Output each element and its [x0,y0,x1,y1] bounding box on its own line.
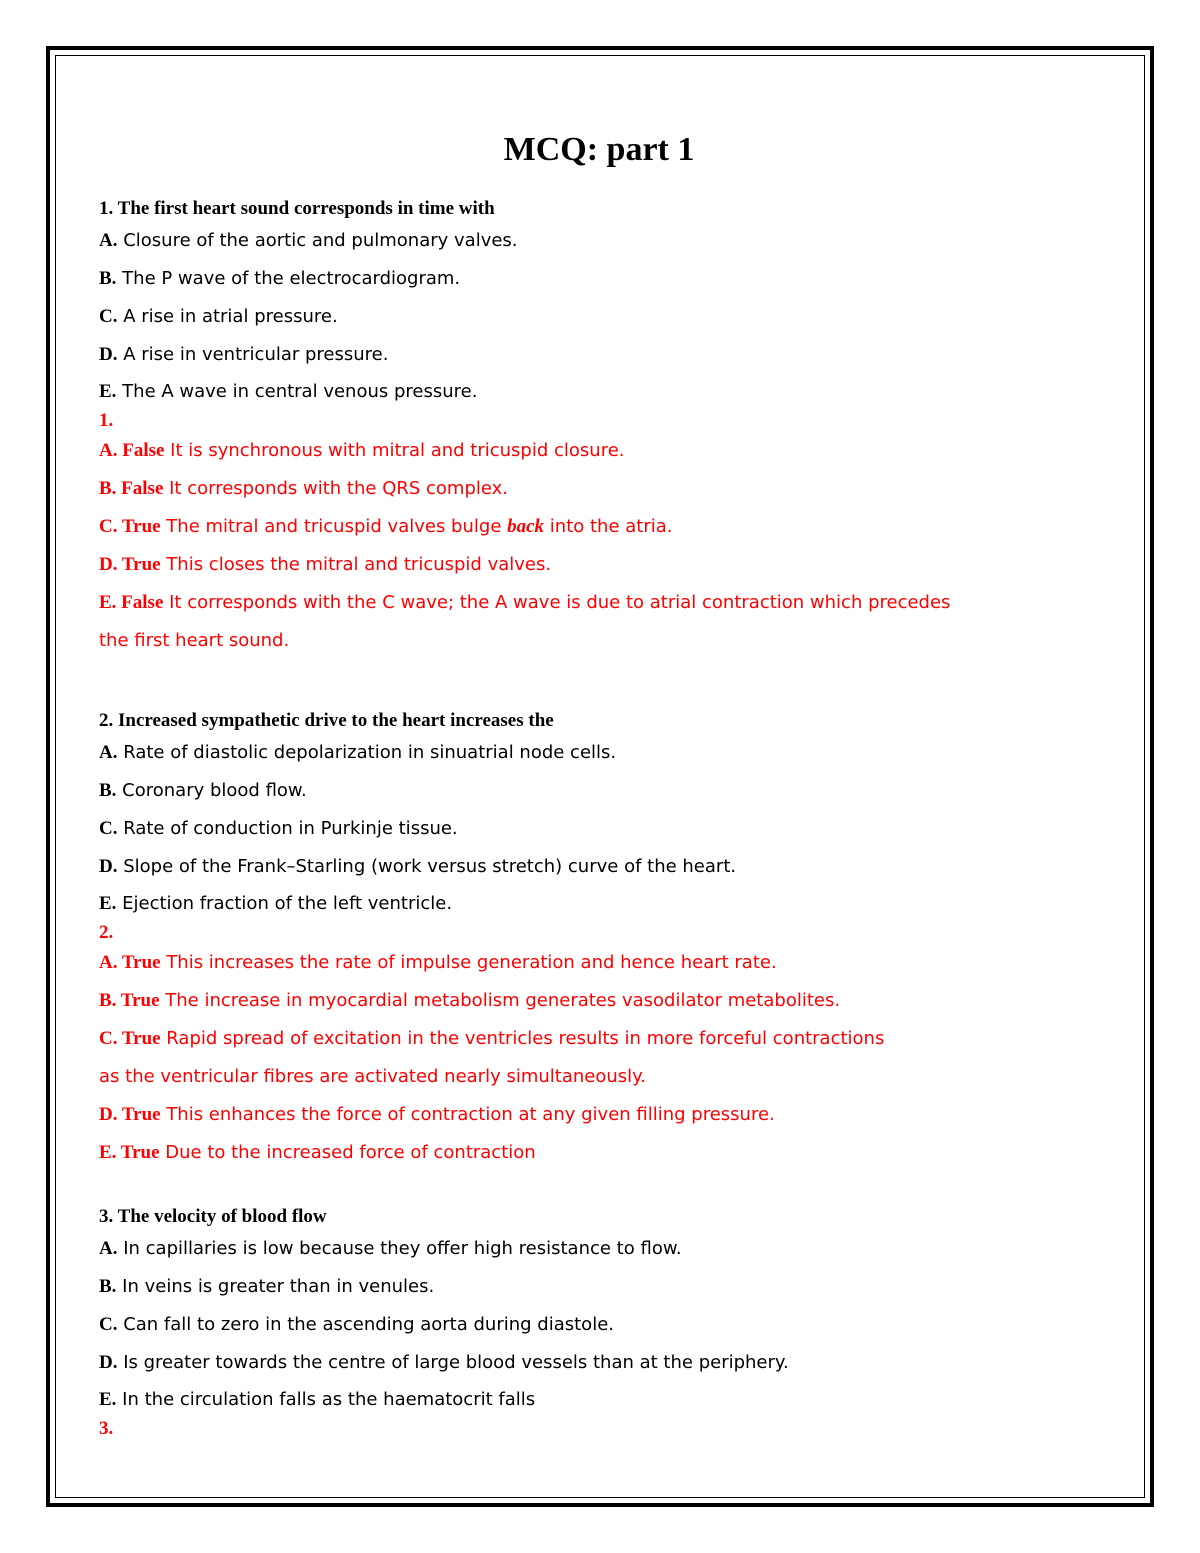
answer-verdict: A. False [99,440,165,461]
option-text: In the circulation falls as the haematocrit falls [116,1389,536,1410]
option-d [99,336,1099,374]
option-a [99,734,1099,772]
answer-a [99,432,1099,470]
option-d [99,1344,1099,1382]
answer-e-continued: the first heart sound. [99,630,290,651]
question-text: 3. The velocity of blood flow [99,1206,327,1227]
answer-text: Due to the increased force of contraction [159,1142,536,1163]
answer-text: This increases the rate of impulse generation and hence heart rate. [160,952,777,973]
option-text: Is greater towards the centre of large blood vessels than at the periphery. [117,1352,789,1373]
question-text: 1. The first heart sound corresponds in time with [99,198,495,219]
answer-text: It is synchronous with mitral and tricuspid closure. [164,440,625,461]
answer-d [99,546,1099,584]
answer-b [99,470,1099,508]
option-text: In capillaries is low because they offer high resistance to flow. [117,1238,682,1259]
question-3 [99,1204,1099,1440]
spacer [99,1192,1099,1204]
option-e [99,886,1099,922]
option-letter: C. [99,818,118,839]
option-letter: B. [99,780,117,801]
option-text: Rate of diastolic depolarization in sinuatrial node cells. [117,742,617,763]
answer-e [99,1134,1099,1172]
answer-verdict: D. True [99,554,161,575]
option-e [99,374,1099,410]
option-text: Ejection fraction of the left ventricle. [116,893,453,914]
answer-verdict: C. True [99,1028,161,1049]
option-text: Closure of the aortic and pulmonary valves. [117,230,518,251]
answer-number: 1. [99,410,114,431]
answer-text: It corresponds with the C wave; the A wave is due to atrial contraction which precedes [163,592,951,613]
option-c [99,1306,1099,1344]
option-letter: C. [99,1314,118,1335]
answer-e [99,584,1099,622]
spacer [99,680,1099,708]
option-c [99,298,1099,336]
option-letter: D. [99,1352,118,1373]
option-letter: D. [99,856,118,877]
option-text: A rise in ventricular pressure. [117,344,389,365]
option-b [99,772,1099,810]
answer-text: It corresponds with the QRS complex. [163,478,509,499]
answer-number: 3. [99,1418,114,1439]
answer-verdict: D. True [99,1104,161,1125]
option-text: The P wave of the electrocardiogram. [116,268,461,289]
option-text: Can fall to zero in the ascending aorta during diastole. [117,1314,614,1335]
document-content [99,128,1099,1460]
answer-emphasis: back [507,516,545,537]
answer-a [99,944,1099,982]
option-letter: A. [99,1238,118,1259]
option-letter: B. [99,1276,117,1297]
answer-text-continued: into the atria. [544,516,673,537]
option-text: In veins is greater than in venules. [116,1276,435,1297]
page-title: MCQ: part 1 [503,131,695,168]
option-letter: A. [99,742,118,763]
answer-verdict: E. False [99,592,164,613]
option-b [99,1268,1099,1306]
option-letter: E. [99,1389,117,1410]
option-letter: E. [99,381,117,402]
answer-b [99,982,1099,1020]
question-1 [99,196,1099,660]
option-letter: E. [99,893,117,914]
answer-text: This enhances the force of contraction at any given filling pressure. [160,1104,775,1125]
option-letter: A. [99,230,118,251]
option-e [99,1382,1099,1418]
question-text: 2. Increased sympathetic drive to the heart increases the [99,710,554,731]
answer-text: Rapid spread of excitation in the ventricles results in more forceful contractions [160,1028,885,1049]
answer-text: This closes the mitral and tricuspid valves. [160,554,552,575]
answer-verdict: E. True [99,1142,160,1163]
answer-verdict: C. True [99,516,161,537]
option-b [99,260,1099,298]
answer-verdict: B. True [99,990,160,1011]
option-text: The A wave in central venous pressure. [116,381,478,402]
option-text: Slope of the Frank–Starling (work versus stretch) curve of the heart. [117,856,737,877]
answer-verdict: A. True [99,952,161,973]
answer-c-continued: as the ventricular fibres are activated nearly simultaneously. [99,1066,646,1087]
option-text: Rate of conduction in Purkinje tissue. [117,818,458,839]
option-text: A rise in atrial pressure. [117,306,338,327]
answer-text: The mitral and tricuspid valves bulge [160,516,508,537]
answer-text: The increase in myocardial metabolism generates vasodilator metabolites. [159,990,841,1011]
answer-d [99,1096,1099,1134]
option-a [99,1230,1099,1268]
answer-verdict: B. False [99,478,164,499]
option-letter: B. [99,268,117,289]
answer-c [99,508,1099,546]
option-c [99,810,1099,848]
option-a [99,222,1099,260]
answer-number: 2. [99,922,114,943]
option-letter: D. [99,344,118,365]
option-d [99,848,1099,886]
question-2 [99,708,1099,1172]
option-letter: C. [99,306,118,327]
answer-c [99,1020,1099,1058]
option-text: Coronary blood flow. [116,780,307,801]
